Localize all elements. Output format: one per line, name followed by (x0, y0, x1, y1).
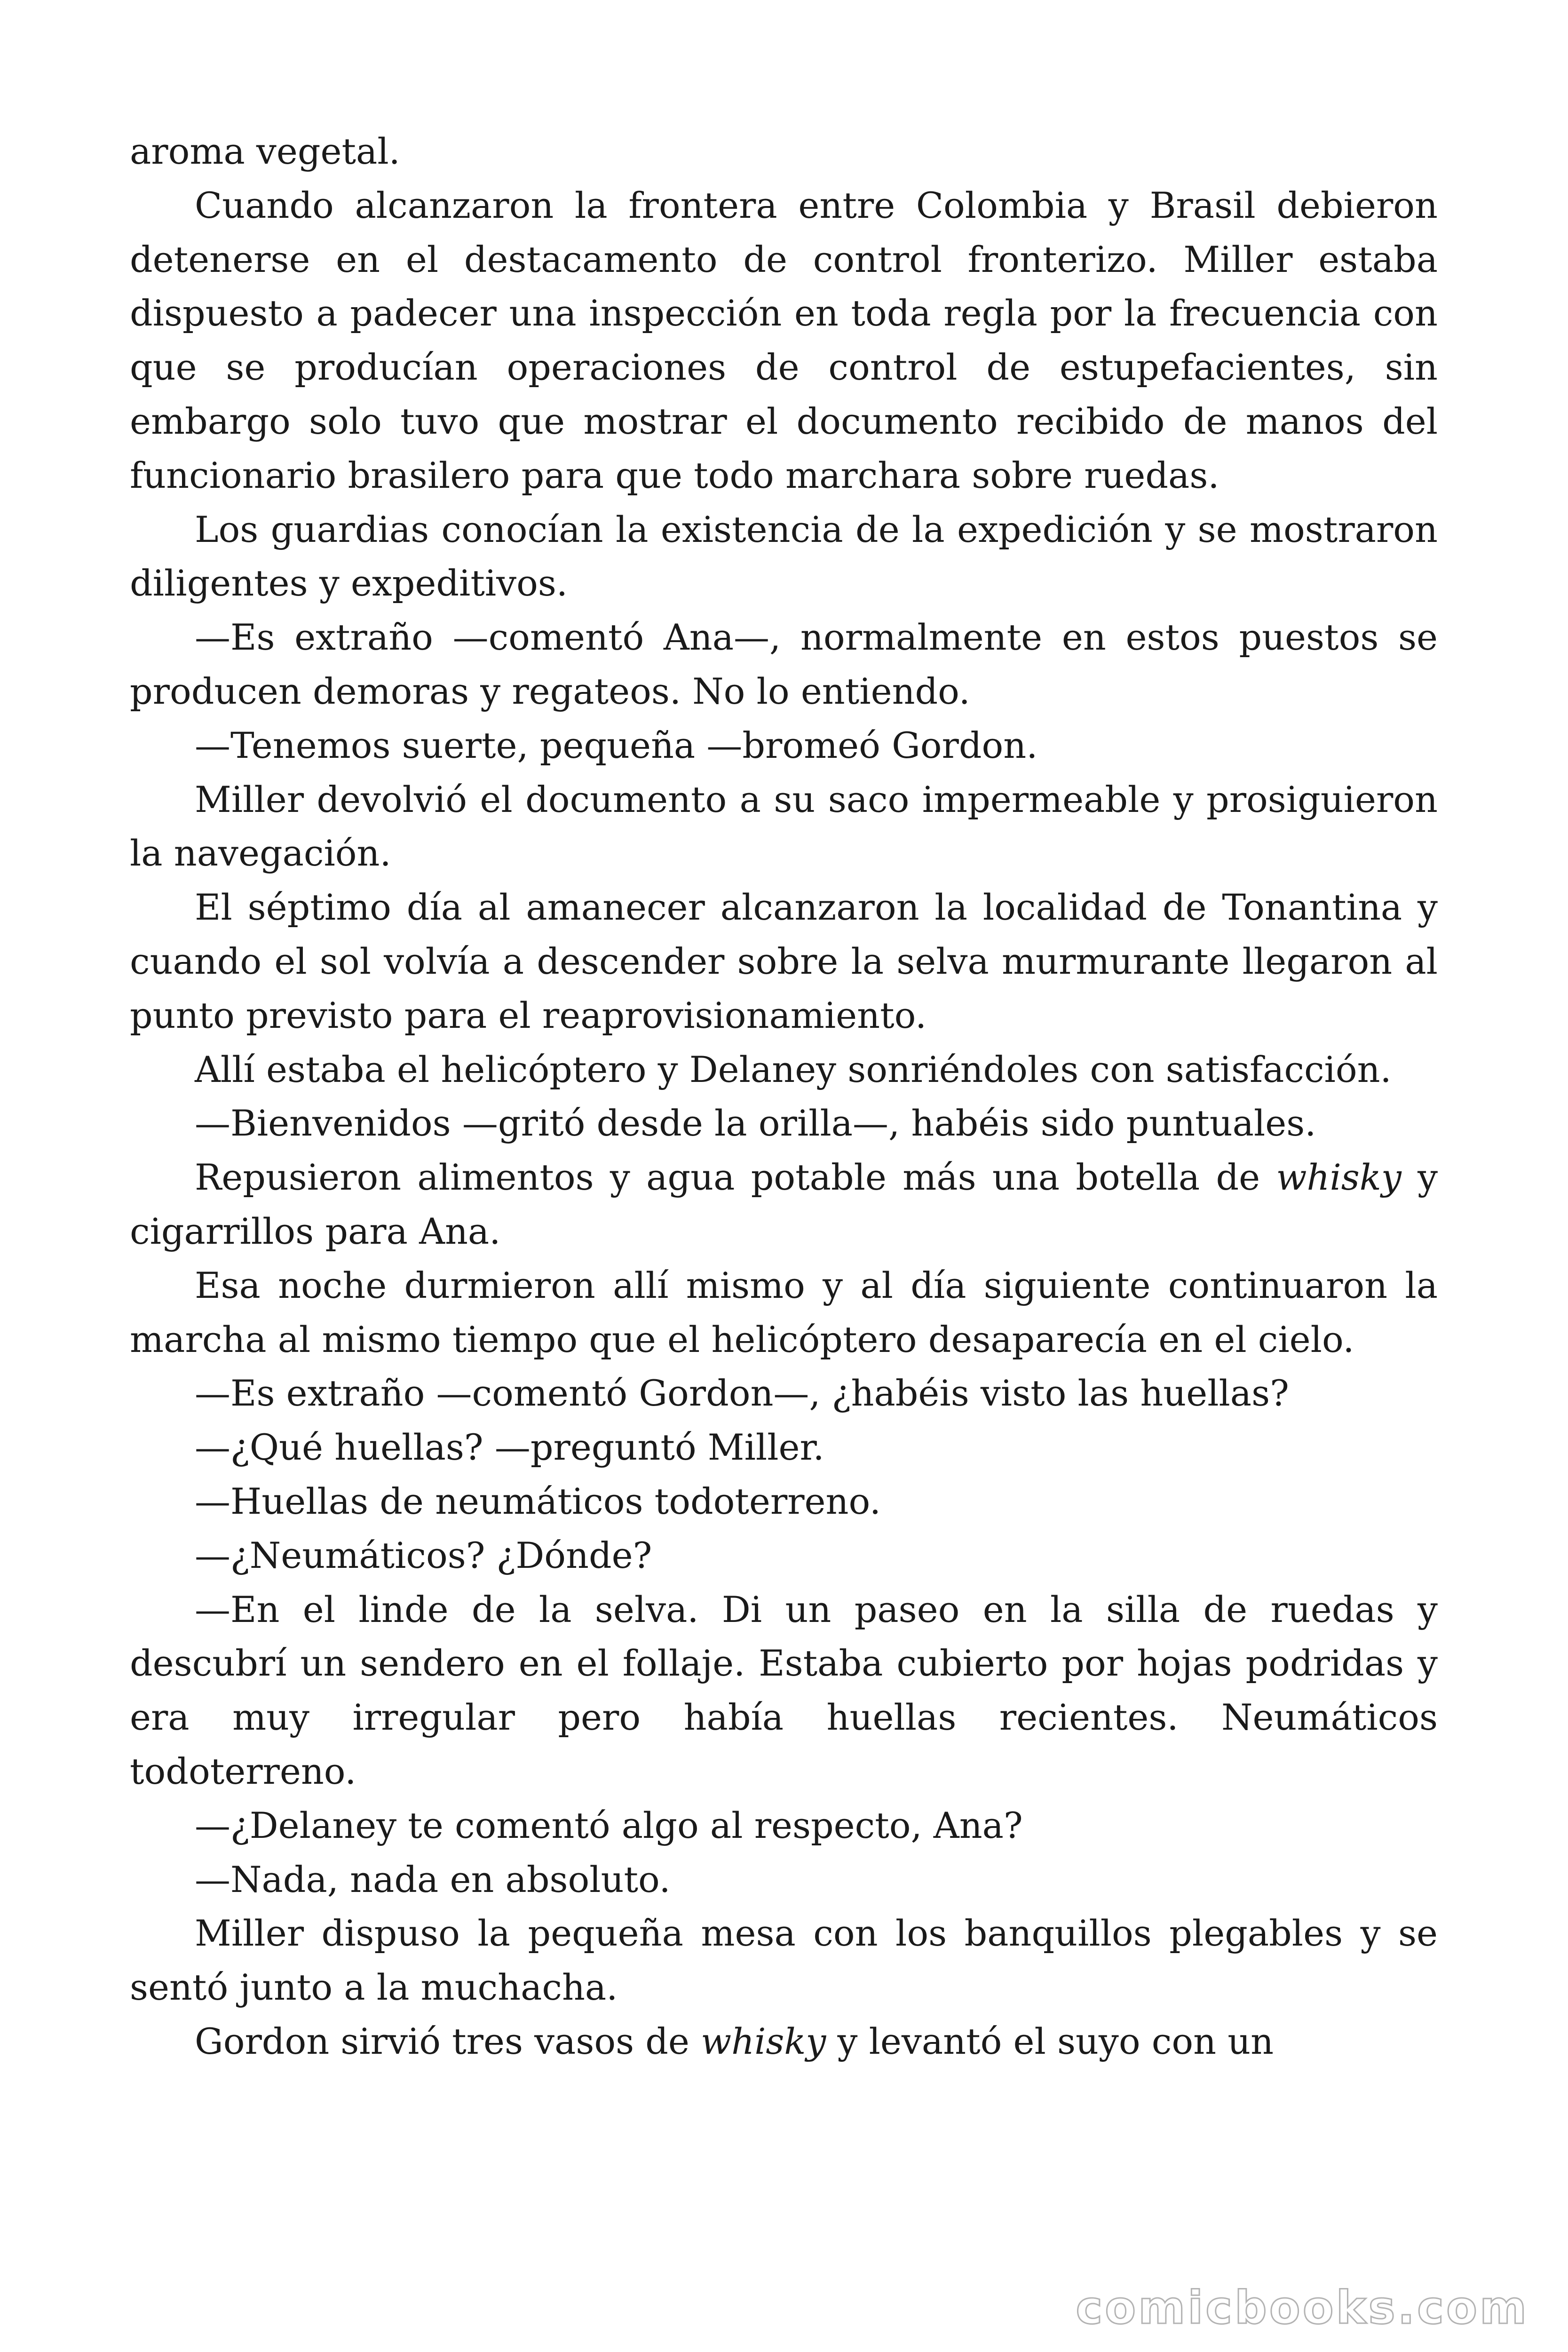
paragraph-text: Gordon sirvió tres vasos de (195, 2020, 701, 2062)
watermark: comicbooks.com (1076, 2281, 1529, 2334)
dialogue-paragraph: —Bienvenidos —gritó desde la orilla—, habéis sido puntuales. (195, 1102, 1316, 1144)
dialogue-paragraph: —Es extraño —comentó Gordon—, ¿habéis visto las huellas? (195, 1372, 1289, 1414)
paragraph-text: Repusieron alimentos y agua potable más una botella de (195, 1156, 1276, 1199)
dialogue-paragraph: —¿Delaney te comentó algo al respecto, Ana? (195, 1804, 1023, 1846)
book-page-text (130, 125, 1438, 2069)
dialogue-paragraph: —Es extraño —comentó Ana—, normalmente en estos puestos se producen demoras y regateos. No lo entiendo. (130, 616, 1438, 712)
paragraph: Cuando alcanzaron la frontera entre Colombia y Brasil debieron detenerse en el destacamento de control fronterizo. Miller estaba dispuesto a padecer una inspección en toda regla por la frecuencia con que se producían operaciones de control de estupefacientes, sin embargo solo tuvo que mostrar el documento recibido de manos del funcionario brasilero para que todo marchara sobre ruedas. (130, 184, 1438, 496)
paragraph (130, 2015, 1438, 2069)
paragraph: aroma vegetal. (130, 130, 400, 172)
dialogue-paragraph: —¿Qué huellas? —preguntó Miller. (195, 1426, 824, 1469)
paragraph: Los guardias conocían la existencia de la expedición y se mostraron diligentes y expeditivos. (130, 508, 1438, 604)
dialogue-paragraph: —En el linde de la selva. Di un paseo en la silla de ruedas y descubrí un sendero en el follaje. Estaba cubierto por hojas podridas y era muy irregular pero había huellas recientes. Neumáticos todoterreno. (130, 1588, 1438, 1792)
paragraph (130, 1151, 1438, 1259)
paragraph-text: y cigarrillos para Ana. (130, 1156, 1438, 1252)
paragraph: El séptimo día al amanecer alcanzaron la localidad de Tonantina y cuando el sol volvía a descender sobre la selva murmurante llegaron al punto previsto para el reaprovisionamiento. (130, 886, 1438, 1036)
dialogue-paragraph: —Nada, nada en absoluto. (195, 1858, 671, 1900)
paragraph: Esa noche durmieron allí mismo y al día siguiente continuaron la marcha al mismo tiempo que el helicóptero desaparecía en el cielo. (130, 1264, 1438, 1360)
italic-word: whisky (1276, 1156, 1402, 1199)
dialogue-paragraph: —Huellas de neumáticos todoterreno. (195, 1480, 881, 1522)
paragraph: Allí estaba el helicóptero y Delaney sonriéndoles con satisfacción. (195, 1048, 1392, 1090)
paragraph-text: y levantó el suyo con un (826, 2020, 1274, 2062)
paragraph: Miller dispuso la pequeña mesa con los banquillos plegables y se sentó junto a la muchacha. (130, 1912, 1438, 2009)
italic-word: whisky (701, 2020, 826, 2062)
paragraph: Miller devolvió el documento a su saco impermeable y prosiguieron la navegación. (130, 778, 1438, 874)
dialogue-paragraph: —Tenemos suerte, pequeña —bromeó Gordon. (195, 724, 1038, 766)
dialogue-paragraph: —¿Neumáticos? ¿Dónde? (195, 1534, 652, 1576)
